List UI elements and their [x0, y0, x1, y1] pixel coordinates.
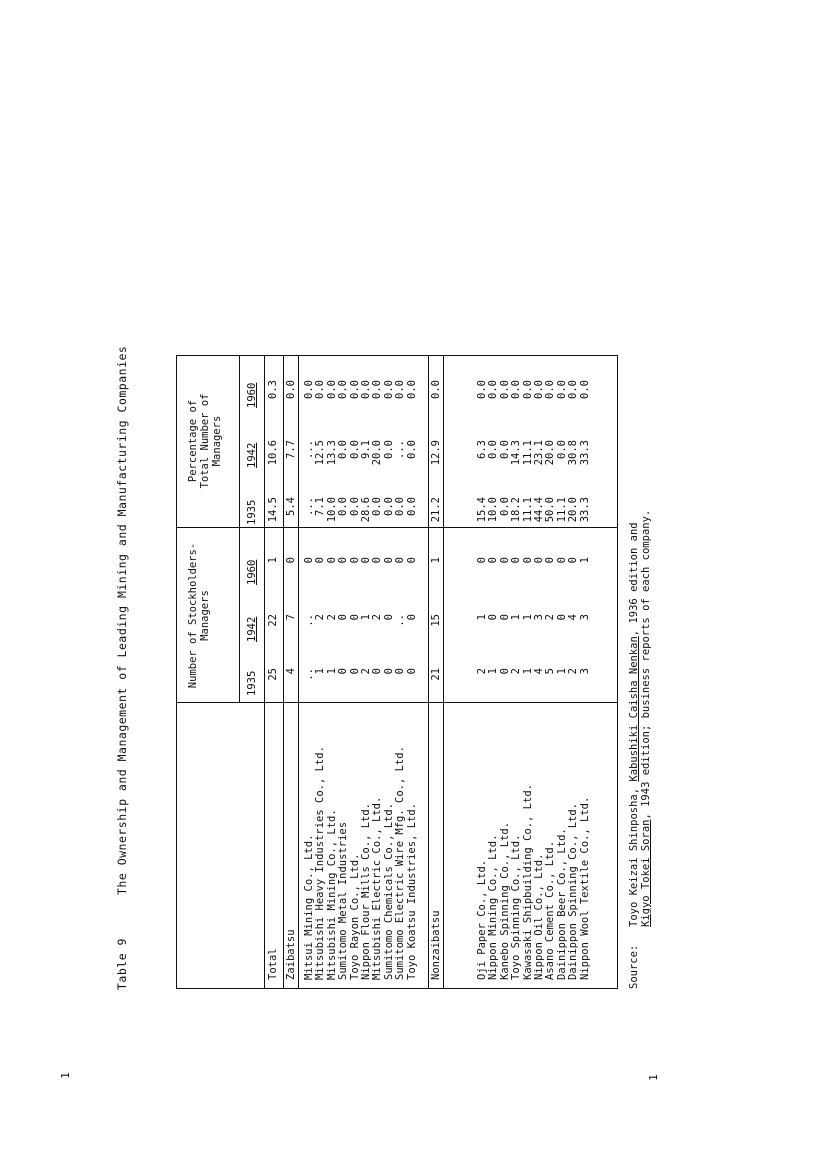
- row-value: 1: [578, 557, 591, 564]
- table-row: [567, 354, 579, 988]
- table-row: [371, 354, 383, 988]
- row-value: 12.9: [430, 440, 442, 466]
- group-header-line: Total Number of: [199, 393, 211, 489]
- zaibatsu-rule: [298, 356, 299, 988]
- table-row: [556, 354, 568, 988]
- row-value: 0.0: [371, 497, 384, 516]
- row-value: 15: [430, 614, 442, 627]
- row-value: 0: [303, 557, 315, 564]
- row-value: 0.3: [267, 380, 279, 399]
- row-value: 44.4: [533, 497, 545, 523]
- table-row: [510, 354, 522, 988]
- row-value: 0: [337, 668, 350, 675]
- row-value: 0.0: [314, 380, 327, 399]
- row-value: 0: [337, 557, 350, 564]
- source-text: , 1936 edition and: [628, 522, 640, 637]
- row-value: 0.0: [394, 497, 407, 516]
- row-value: 0: [285, 557, 297, 564]
- row-value: 0: [382, 614, 395, 621]
- row-value: 5: [544, 668, 557, 675]
- year-header-2: 1960: [246, 559, 258, 585]
- row-value: 0: [382, 668, 395, 675]
- rotated-page-content: [115, 345, 660, 1000]
- row-value: 13.3: [325, 440, 338, 466]
- row-label: Sumitomo Metal Industries: [337, 821, 350, 980]
- row-value: 0.0: [476, 380, 488, 399]
- row-value: 3: [578, 614, 591, 621]
- row-value: 50.0: [544, 497, 557, 523]
- source-title-kigyo: Kigyo Tokei Soran: [640, 819, 652, 927]
- row-value: 22: [267, 614, 279, 627]
- row-value: 0: [371, 557, 384, 564]
- row-value: 0.0: [555, 440, 568, 459]
- year-header-1: 1942: [246, 616, 258, 642]
- row-value: 4: [533, 668, 545, 675]
- row-value: 7.1: [314, 497, 327, 516]
- row-label: Nippon Oil Co., Ltd.: [533, 853, 545, 980]
- row-value: 12.5: [314, 440, 327, 466]
- row-label: Dainippon Spinning Co., Ltd.: [567, 802, 580, 980]
- row-value: 11.1: [521, 440, 534, 466]
- row-value: 0.0: [348, 440, 361, 459]
- table-row: [285, 354, 297, 988]
- row-value: 0: [394, 557, 407, 564]
- row-value: ..: [303, 614, 315, 627]
- row-label: Toyo Spinning Co., Ltd.: [510, 834, 523, 980]
- row-value: 0.0: [533, 380, 545, 399]
- row-value: 0.0: [498, 380, 511, 399]
- row-value: 0.0: [430, 380, 442, 399]
- row-value: 2: [325, 614, 338, 621]
- row-label: Asano Cement Co., Ltd.: [544, 840, 557, 980]
- group-header-rule: [239, 356, 240, 703]
- row-value: ...: [303, 440, 315, 459]
- row-label: Kawasaki Shipbuilding Co., Ltd.: [521, 784, 534, 980]
- row-value: 0.0: [325, 380, 338, 399]
- row-value: 0.0: [337, 380, 350, 399]
- row-label: Oji Paper Co., Ltd.: [476, 859, 488, 980]
- table-row: [406, 354, 418, 988]
- row-value: 0.0: [405, 497, 418, 516]
- row-value: 0.0: [382, 440, 395, 459]
- row-value: 0.0: [487, 380, 500, 399]
- row-value: 0: [314, 557, 327, 564]
- row-value: 0: [498, 614, 511, 621]
- row-value: 1: [555, 668, 568, 675]
- source-text: , 1943 edition; business reports of each company.: [640, 509, 652, 820]
- table-row: [579, 354, 591, 988]
- row-label: Mitsubishi Mining Co., Ltd.: [325, 809, 338, 980]
- table-row: [267, 354, 279, 988]
- row-value: 0: [567, 557, 580, 564]
- row-label: Kanebo Spinning Co., Ltd.: [498, 821, 511, 980]
- table-row: [337, 354, 349, 988]
- table-row: [487, 354, 499, 988]
- row-value: 0: [555, 614, 568, 621]
- row-value: 30.8: [567, 440, 580, 466]
- year-header-3: 1935: [246, 499, 258, 525]
- row-value: 0: [533, 557, 545, 564]
- table-number: Table 9: [115, 938, 129, 990]
- table-row: [476, 354, 488, 988]
- row-value: 0.0: [348, 380, 361, 399]
- row-value: 0.0: [360, 380, 372, 399]
- row-value: 0: [371, 668, 384, 675]
- source-note: [628, 510, 652, 989]
- year-header-rule: [264, 356, 265, 988]
- row-value: 0: [405, 557, 418, 564]
- row-value: 15.4: [476, 497, 488, 523]
- row-value: 9.1: [360, 440, 372, 459]
- row-value: 0.0: [337, 440, 350, 459]
- row-value: 5.4: [285, 497, 297, 516]
- row-value: 0: [476, 557, 488, 564]
- row-label: Nippon Mining Co., Ltd.: [487, 834, 500, 980]
- row-value: 4: [285, 668, 297, 675]
- row-value: 1: [487, 668, 500, 675]
- year-header-0: 1935: [246, 670, 258, 696]
- table-row: [522, 354, 534, 988]
- row-value: 1: [314, 668, 327, 675]
- row-value: 0: [394, 668, 407, 675]
- row-label: Mitsui Mining Co., Ltd.: [303, 834, 315, 980]
- row-value: 1: [325, 668, 338, 675]
- row-value: 6.3: [476, 440, 488, 459]
- row-value: 0.0: [303, 380, 315, 399]
- row-value: 0: [348, 557, 361, 564]
- row-value: 1: [476, 614, 488, 621]
- row-value: 0.0: [521, 380, 534, 399]
- row-value: 0.0: [405, 380, 418, 399]
- source-text: Toyo Keizai Shinposha,: [628, 781, 640, 927]
- row-value: 2: [371, 614, 384, 621]
- row-value: 0: [382, 557, 395, 564]
- row-value: 0: [348, 614, 361, 621]
- row-label: Nippon Flour Mills Co., Ltd.: [360, 802, 372, 980]
- row-value: 0: [325, 557, 338, 564]
- row-value: 0: [487, 614, 500, 621]
- row-value: ...: [303, 497, 315, 516]
- row-value: 7: [285, 614, 297, 621]
- row-value: 0.0: [487, 440, 500, 459]
- row-value: 21.2: [430, 497, 442, 523]
- row-value: 7.7: [285, 440, 297, 459]
- table-row: [303, 354, 315, 988]
- row-value: 0.0: [498, 440, 511, 459]
- row-value: 0.0: [555, 380, 568, 399]
- group-header-percentage: [187, 354, 223, 528]
- table-row: [326, 354, 338, 988]
- group-header-line: Managers: [199, 590, 211, 641]
- row-value: 1: [430, 557, 442, 564]
- row-value: 0.0: [382, 380, 395, 399]
- row-label: Mitsubishi Heavy Industries Co., Ltd.: [314, 746, 327, 980]
- row-value: 1: [521, 668, 534, 675]
- row-label: Mitsubishi Electric Co., Ltd.: [371, 796, 384, 980]
- row-value: 3: [578, 668, 591, 675]
- row-label: Toyo Rayon Co., Ltd.: [348, 853, 361, 980]
- row-value: 0: [405, 614, 418, 621]
- row-value: 0: [521, 557, 534, 564]
- row-value: 0.0: [510, 380, 523, 399]
- page-mark-left: 1: [58, 1072, 72, 1079]
- group-header-line: Percentage of: [187, 399, 199, 483]
- row-label: Total: [267, 948, 279, 980]
- row-value: 0.0: [567, 380, 580, 399]
- row-value: ...: [394, 440, 407, 459]
- table-row: [383, 354, 395, 988]
- row-label: Sumitomo Chemicals Co., Ltd.: [382, 802, 395, 980]
- table-row: [430, 354, 442, 988]
- table-row: [349, 354, 361, 988]
- row-value: 0: [544, 557, 557, 564]
- table-row: [499, 354, 511, 988]
- row-value: 14.3: [510, 440, 523, 466]
- source-title-kabushiki: Kabushiki Caisha Nenkan: [628, 636, 640, 782]
- row-value: 0: [337, 614, 350, 621]
- row-value: 3: [533, 614, 545, 621]
- ownership-table: [176, 355, 618, 989]
- row-value: 0: [498, 668, 511, 675]
- row-value: 0: [555, 557, 568, 564]
- nonzaibatsu-top-rule: [428, 356, 429, 988]
- row-value: 0.0: [544, 380, 557, 399]
- row-value: 0.0: [382, 497, 395, 516]
- total-rule: [283, 356, 284, 988]
- row-value: 0.0: [337, 497, 350, 516]
- table-caption: [115, 346, 129, 990]
- row-value: 0.0: [498, 497, 511, 516]
- row-value: 0.0: [348, 497, 361, 516]
- row-value: 0: [510, 557, 523, 564]
- row-value: 1: [521, 614, 534, 621]
- row-value: 20.0: [544, 440, 557, 466]
- row-value: 10.0: [325, 497, 338, 523]
- row-value: 1: [360, 614, 372, 621]
- row-label: Nonzaibatsu: [430, 910, 442, 980]
- row-value: 2: [476, 668, 488, 675]
- row-value: 2: [567, 668, 580, 675]
- row-label: Zaibatsu: [285, 929, 297, 980]
- year-header-5: 1960: [246, 382, 258, 408]
- table-row: [533, 354, 545, 988]
- row-value: 25: [267, 668, 279, 681]
- row-value: 18.2: [510, 497, 523, 523]
- row-value: 2: [360, 668, 372, 675]
- row-value: 11.1: [555, 497, 568, 523]
- row-label: Sumitomo Electric Wire Mfg. Co., Ltd.: [394, 746, 407, 980]
- row-value: 1: [267, 557, 279, 564]
- row-value: 11.1: [521, 497, 534, 523]
- row-value: 2: [510, 668, 523, 675]
- table-row: [394, 354, 406, 988]
- row-value: 14.5: [267, 497, 279, 523]
- row-value: ..: [303, 668, 315, 681]
- row-value: 0.0: [285, 380, 297, 399]
- source-label: Source:: [628, 944, 640, 989]
- row-value: 0: [360, 557, 372, 564]
- row-value: 10.6: [267, 440, 279, 466]
- row-value: 28.6: [360, 497, 372, 523]
- row-value: 2: [314, 614, 327, 621]
- row-value: 0.0: [578, 380, 591, 399]
- group-header-line: Managers: [211, 415, 223, 467]
- row-label: Nippon Wool Textile Co., Ltd.: [578, 796, 591, 980]
- row-value: 0: [487, 557, 500, 564]
- row-value: 21: [430, 668, 442, 681]
- row-value: 33.3: [578, 440, 591, 466]
- row-value: 0.0: [394, 380, 407, 399]
- row-value: 20.0: [567, 497, 580, 523]
- table-row: [314, 354, 326, 988]
- row-value: ..: [394, 614, 407, 627]
- row-value: 1: [510, 614, 523, 621]
- row-value: 2: [544, 614, 557, 621]
- row-value: 0.0: [405, 440, 418, 459]
- row-label: Toyo Koatsu Industries, Ltd.: [405, 802, 418, 980]
- row-value: 33.3: [578, 497, 591, 523]
- row-value: 0: [348, 668, 361, 675]
- row-value: 0: [405, 668, 418, 675]
- row-value: 0: [498, 557, 511, 564]
- row-value: 23.1: [533, 440, 545, 466]
- page-mark-right: 1: [646, 1074, 660, 1081]
- row-label: Dainippon Beer Co., Ltd.: [555, 828, 568, 980]
- row-value: 10.0: [487, 497, 500, 523]
- table-row: [544, 354, 556, 988]
- row-value: 0.0: [371, 380, 384, 399]
- nonzaibatsu-bottom-rule: [443, 356, 444, 988]
- table-row: [360, 354, 372, 988]
- group-header-line: Number of Stockholders-: [187, 542, 199, 689]
- row-value: 4: [567, 614, 580, 621]
- group-header-stockholders: [187, 528, 211, 703]
- table-title: The Ownership and Management of Leading Mining and Manufacturing Companies: [115, 345, 129, 895]
- row-value: 20.0: [371, 440, 384, 466]
- year-header-4: 1942: [246, 442, 258, 468]
